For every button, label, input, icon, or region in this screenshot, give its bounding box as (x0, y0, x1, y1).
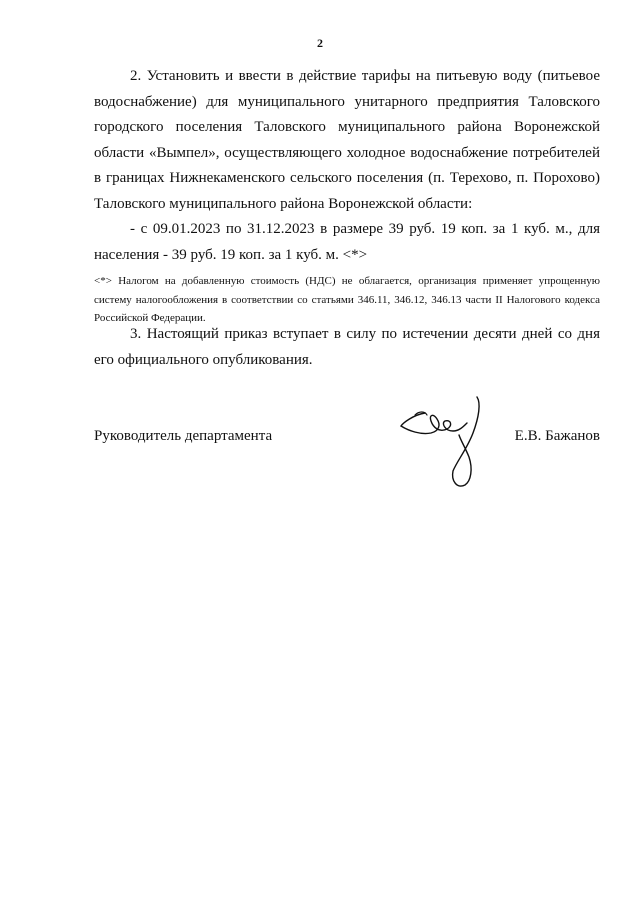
signature-row (94, 428, 600, 452)
paragraph-tariff: - с 09.01.2023 по 31.12.2023 в размере 39 руб. 19 коп. за 1 куб. м., для населения - 39 руб. 19 коп. за 1 куб. м. <*> (94, 221, 600, 263)
paragraph-item-2: 2. Установить и ввести в действие тарифы на питьевую воду (питьевое водоснабжение) для муниципального унитарного предприятия Таловского городского поселения Таловского муниципального района Воронежской области «Вымпел», осуществляющего холодное водоснабжение потребителей в границах Нижнекаменского сельского поселения (п. Терехово, п. Порохово) Таловского муниципального района Воронежской области: (94, 68, 600, 212)
signer-name: Е.В. Бажанов (514, 428, 600, 444)
page-number: 2 (317, 36, 323, 50)
handwritten-signature-icon (395, 393, 500, 498)
footnote: <*> Налогом на добавленную стоимость (НДС) не облагается, организация применяет упрощенную систему налогообложения в соответствии со статьями 346.11, 346.12, 346.13 части II Налогового кодекса Российской Федерации. (94, 275, 600, 324)
signer-position: Руководитель департамента (94, 428, 273, 444)
paragraph-item-3: 3. Настоящий приказ вступает в силу по истечении десяти дней со дня его официального опубликования. (94, 326, 600, 368)
